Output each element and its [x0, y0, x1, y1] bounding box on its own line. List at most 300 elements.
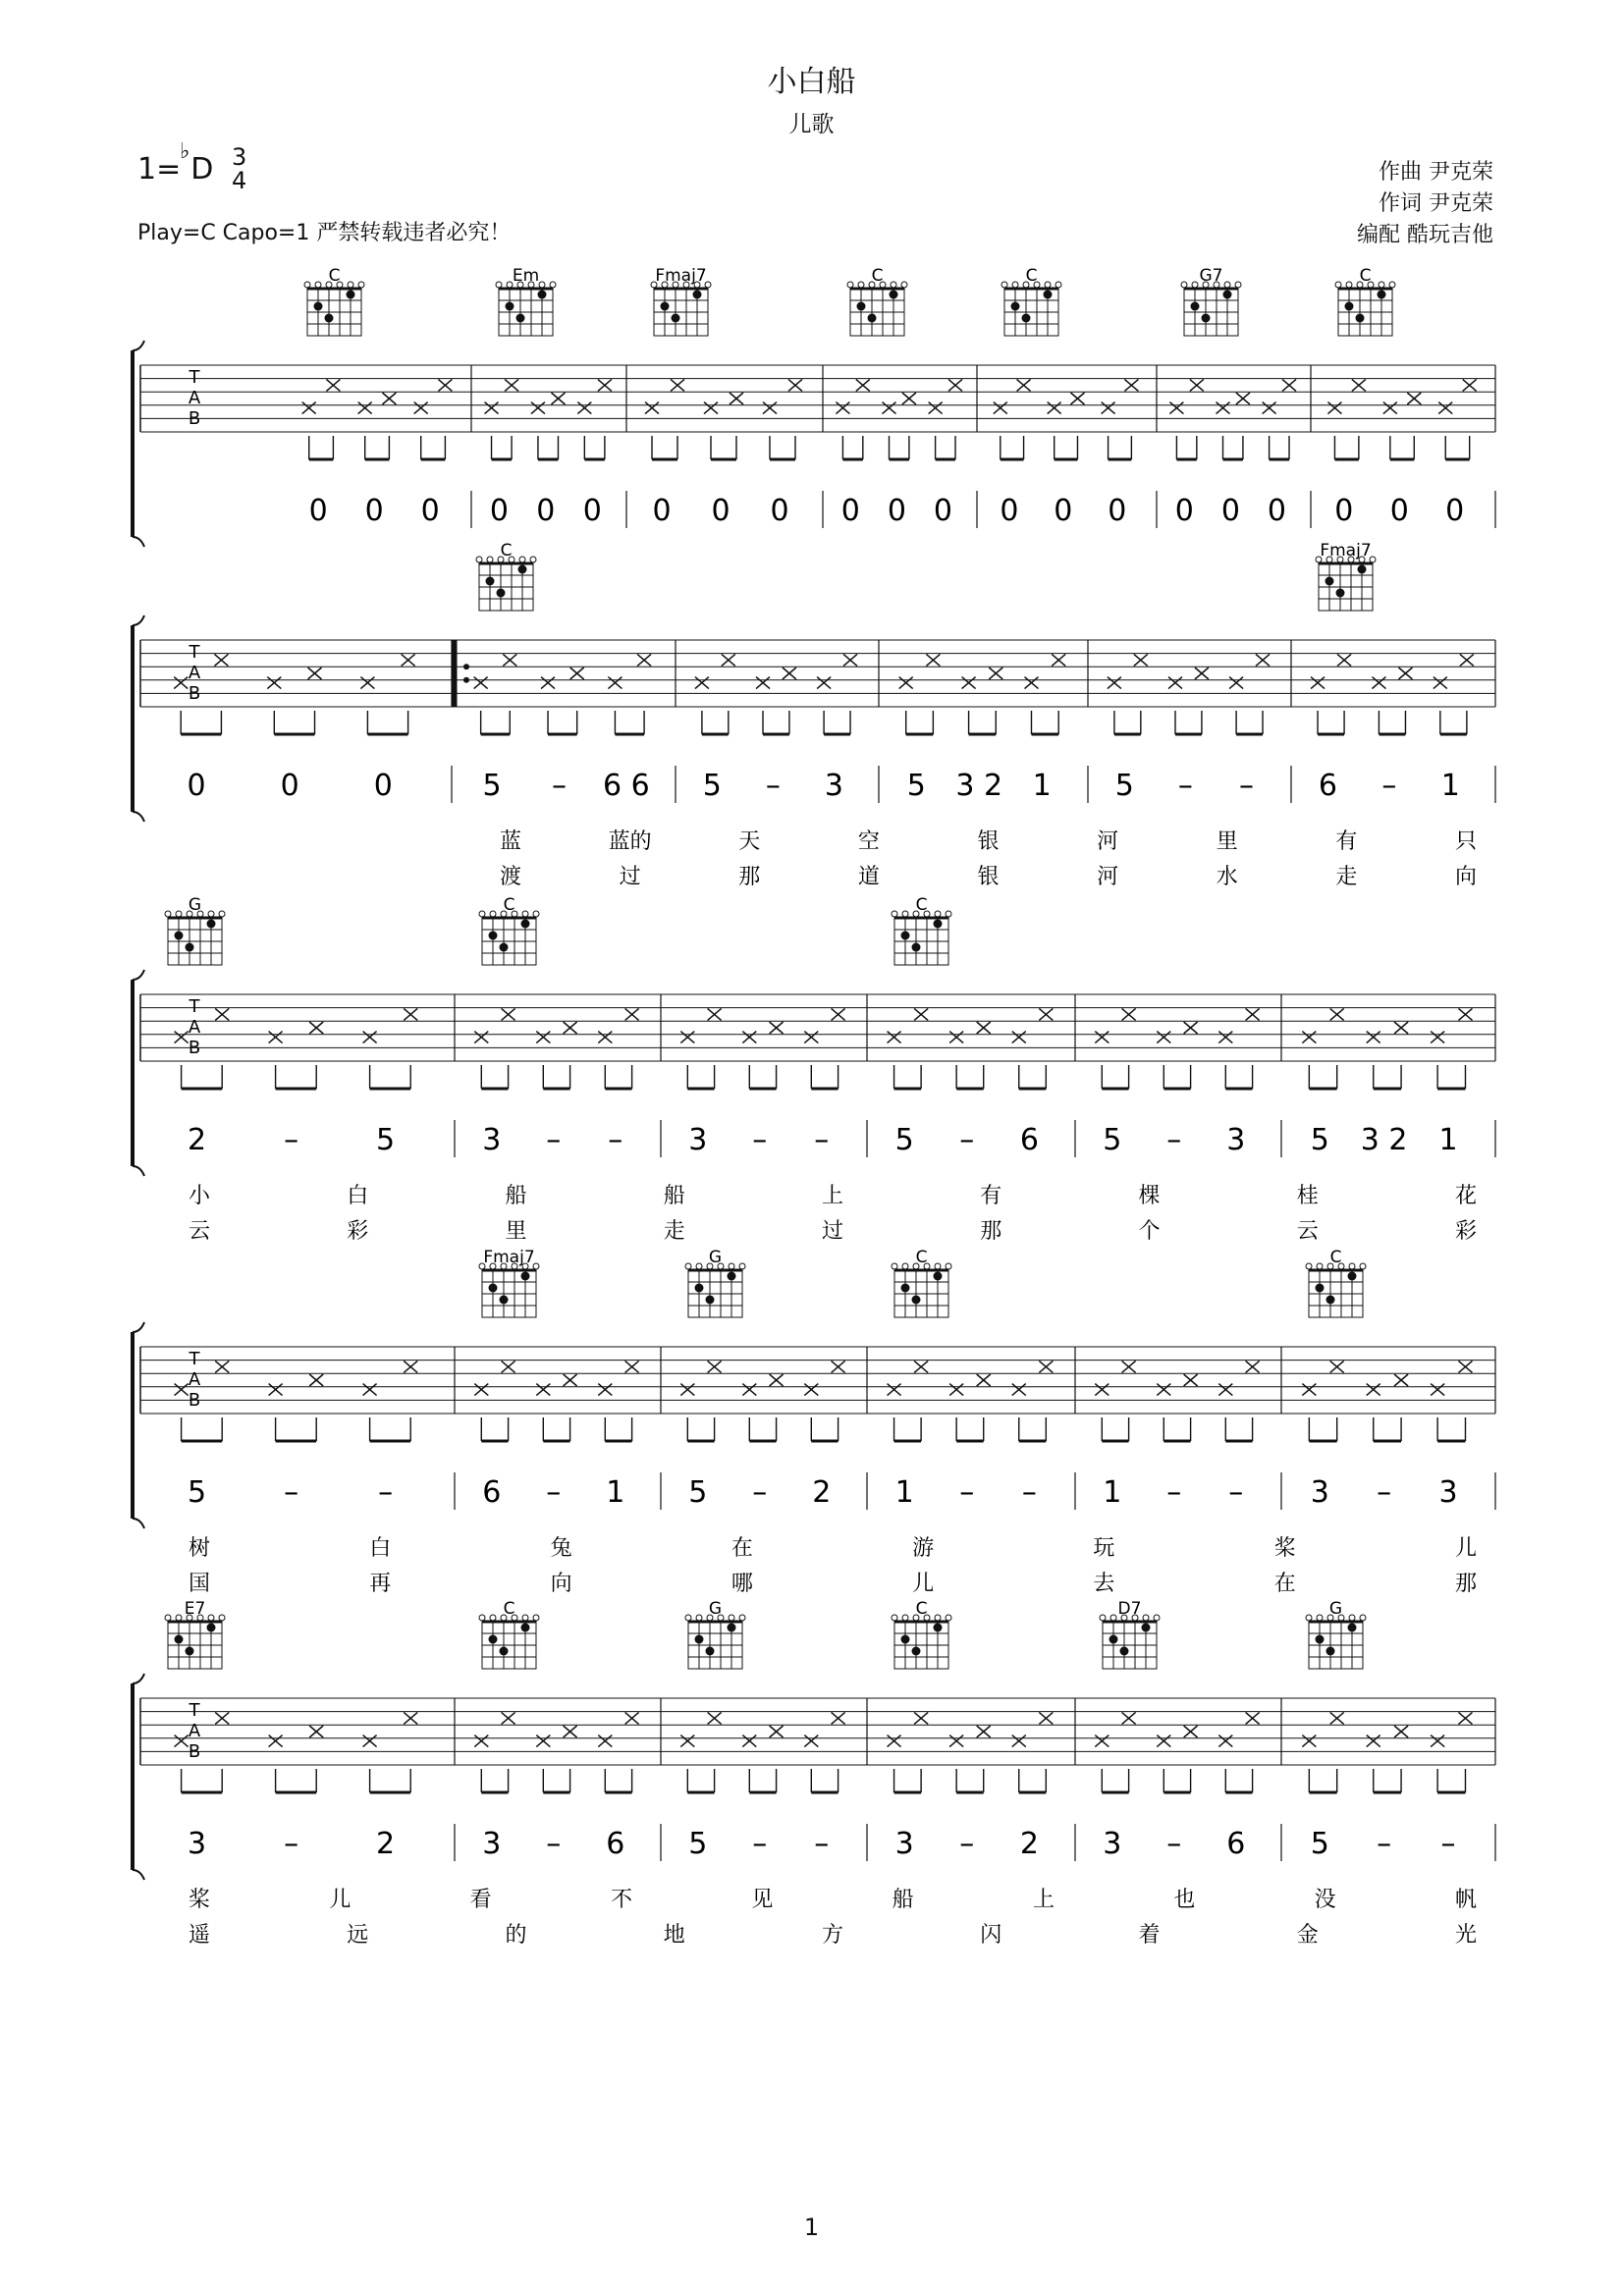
chord-open-string: [1143, 1615, 1149, 1621]
chord-finger-dot: [175, 1635, 184, 1644]
chord-name-3: C: [915, 1599, 928, 1619]
jianpu-note: –: [1377, 1475, 1392, 1510]
jianpu-note: 6: [1318, 769, 1337, 803]
jianpu-note: 0: [1220, 494, 1240, 528]
chord-finger-dot: [1316, 1635, 1325, 1644]
chord-open-string: [892, 911, 897, 917]
chord-finger-dot: [497, 589, 506, 598]
jianpu-note: 0: [887, 494, 906, 528]
chord-finger-dot: [489, 1284, 498, 1293]
jianpu-note: 0: [1174, 494, 1194, 528]
jianpu-note: 5: [1310, 1123, 1329, 1157]
jianpu-note: –: [551, 769, 567, 803]
jianpu-note: 3: [482, 1123, 502, 1157]
bracket-hook: [133, 1674, 144, 1683]
lyric-word-line1: 里: [1216, 829, 1238, 854]
jianpu-note: 0: [489, 494, 509, 528]
chord-open-string: [1389, 282, 1395, 288]
chord-open-string: [1360, 1615, 1366, 1621]
jianpu-note: 3: [1226, 1123, 1246, 1157]
chord-open-string: [1335, 282, 1341, 288]
chord-open-string: [946, 911, 951, 917]
chord-finger-dot: [1142, 1624, 1151, 1632]
chord-finger-dot: [1348, 1272, 1357, 1281]
chord-finger-dot: [521, 1272, 530, 1281]
arranger-credit: 编配 酷玩吉他: [1357, 223, 1493, 247]
chord-open-string: [490, 911, 496, 917]
jianpu-note: 6: [1226, 1827, 1246, 1861]
chord-open-string: [496, 282, 502, 288]
chord-open-string: [696, 1615, 702, 1621]
jianpu-note: 0: [187, 769, 206, 803]
lyric-word-line1: 桨: [188, 1888, 211, 1912]
chord-finger-dot: [706, 1296, 715, 1305]
lyric-word-line2: 在: [1273, 1572, 1296, 1596]
lyric-word-line1: 船: [663, 1184, 685, 1208]
chord-finger-dot: [890, 291, 898, 299]
lyric-word-line1: 有: [980, 1184, 1002, 1208]
lyric-word-line2: 方: [821, 1923, 844, 1948]
jianpu-note: 3 2: [955, 769, 1003, 803]
chord-open-string: [847, 282, 853, 288]
lyric-word-line2: 闪: [980, 1923, 1002, 1948]
chord-open-string: [685, 1263, 691, 1269]
jianpu-note: 2: [1019, 1827, 1039, 1861]
chord-open-string: [858, 282, 864, 288]
jianpu-note: 6 6: [602, 769, 650, 803]
jianpu-note: –: [1238, 769, 1254, 803]
chord-open-string: [935, 1615, 941, 1621]
jianpu-note: 1: [1032, 769, 1052, 803]
lyric-word-line2: 哪: [730, 1572, 753, 1596]
jianpu-note: 3: [1438, 1475, 1458, 1510]
chord-open-string: [519, 557, 525, 562]
lyric-word-line1: 天: [738, 829, 761, 854]
lyric-word-line1: 棵: [1138, 1184, 1161, 1208]
chord-open-string: [1192, 282, 1198, 288]
jianpu-note: –: [752, 1475, 768, 1510]
chord-name-3: C: [871, 266, 884, 286]
lyricist-credit: 作词 尹克荣: [1379, 191, 1493, 216]
chord-finger-dot: [1326, 1647, 1335, 1656]
chord-open-string: [479, 911, 485, 917]
chord-name-2: G: [708, 1599, 723, 1619]
jianpu-note: 0: [652, 494, 672, 528]
chord-name-1: C: [503, 895, 515, 915]
chord-name-2: C: [915, 895, 928, 915]
chord-open-string: [739, 1615, 745, 1621]
chord-open-string: [539, 282, 545, 288]
chord-open-string: [208, 1615, 214, 1621]
lyric-word-line1: 银: [977, 829, 1000, 854]
jianpu-note: 0: [364, 494, 384, 528]
chord-name-0: G: [188, 895, 202, 915]
chord-name-0: Fmaj7: [483, 1248, 535, 1267]
chord-finger-dot: [1348, 1624, 1357, 1632]
repeat-dot: [463, 677, 469, 683]
chord-finger-dot: [500, 1296, 509, 1305]
chord-open-string: [176, 911, 182, 917]
jianpu-note: –: [284, 1475, 299, 1510]
chord-name-2: C: [915, 1248, 928, 1267]
chord-name-4: C: [1025, 266, 1038, 286]
lyric-word-line1: 只: [1454, 829, 1478, 854]
chord-finger-dot: [934, 1272, 943, 1281]
jianpu-note: –: [284, 1827, 299, 1861]
lyric-word-line1: 船: [892, 1888, 914, 1912]
lyric-word-line1: 白: [347, 1184, 369, 1208]
lyric-word-line2: 向: [550, 1572, 572, 1596]
lyric-word-line1: 兔: [550, 1536, 572, 1561]
chord-open-string: [533, 911, 539, 917]
jianpu-note: 5: [1114, 769, 1134, 803]
jianpu-note: 1: [1440, 769, 1460, 803]
chord-open-string: [1100, 1615, 1106, 1621]
chord-open-string: [1306, 1263, 1312, 1269]
jianpu-note: 0: [1389, 494, 1409, 528]
lyric-word-line1: 树: [188, 1536, 211, 1561]
chord-open-string: [165, 1615, 171, 1621]
lyric-word-line1: 小: [188, 1184, 211, 1208]
jianpu-note: –: [959, 1827, 975, 1861]
chord-name-5: G: [1328, 1599, 1343, 1619]
chord-open-string: [1317, 1263, 1323, 1269]
chord-finger-dot: [506, 302, 514, 311]
chord-open-string: [1349, 1263, 1355, 1269]
tab-clef-letter: T: [189, 367, 200, 388]
chord-finger-dot: [901, 932, 910, 940]
lyric-word-line2: 水: [1216, 865, 1238, 889]
chord-open-string: [946, 1263, 951, 1269]
chord-finger-dot: [521, 1624, 530, 1632]
jianpu-note: 6: [1019, 1123, 1039, 1157]
lyric-word-line1: 蓝: [499, 829, 522, 854]
chord-open-string: [219, 911, 225, 917]
jianpu-note: –: [284, 1123, 299, 1157]
lyric-word-line1: 没: [1314, 1888, 1336, 1912]
lyric-word-line2: 走: [663, 1219, 685, 1244]
lyric-word-line1: 白: [369, 1536, 392, 1561]
lyric-word-line1: 蓝的: [608, 829, 652, 854]
lyric-word-line1: 游: [912, 1536, 935, 1561]
tab-clef-letter: T: [189, 1349, 200, 1369]
jianpu-note: –: [608, 1123, 623, 1157]
jianpu-note: –: [765, 769, 781, 803]
lyric-word-line2: 光: [1454, 1923, 1478, 1948]
lyric-word-line1: 船: [505, 1184, 527, 1208]
jianpu-note: 0: [373, 769, 393, 803]
chord-finger-dot: [1358, 565, 1367, 574]
chord-finger-dot: [934, 920, 943, 929]
key-label: 1=: [137, 152, 182, 187]
chord-finger-dot: [518, 565, 527, 574]
chord-finger-dot: [912, 1296, 921, 1305]
chord-open-string: [729, 1615, 734, 1621]
chord-finger-dot: [207, 920, 216, 929]
chord-name-0: C: [500, 541, 513, 561]
lyric-word-line1: 桂: [1296, 1184, 1319, 1208]
tab-clef-letter: B: [188, 1038, 201, 1058]
jianpu-note: 1: [1103, 1475, 1122, 1510]
lyric-word-line2: 国: [188, 1572, 211, 1596]
song-title: 小白船: [767, 65, 856, 99]
jianpu-note: –: [814, 1827, 830, 1861]
chord-finger-dot: [934, 1624, 943, 1632]
jianpu-note: 0: [1334, 494, 1354, 528]
chord-open-string: [1181, 282, 1187, 288]
lyric-word-line2: 彩: [1454, 1219, 1478, 1244]
chord-open-string: [739, 1263, 745, 1269]
lyric-word-line2: 那: [980, 1219, 1002, 1244]
lyric-word-line2: 着: [1138, 1923, 1161, 1948]
bracket-hook: [133, 970, 144, 980]
jianpu-note: 1: [606, 1475, 625, 1510]
jianpu-note: 5: [906, 769, 926, 803]
page-number: 1: [803, 2214, 820, 2241]
chord-finger-dot: [486, 577, 495, 586]
lyric-word-line1: 花: [1454, 1184, 1478, 1208]
jianpu-note: 0: [1054, 494, 1073, 528]
chord-open-string: [479, 1615, 485, 1621]
jianpu-note: 5: [688, 1827, 708, 1861]
chord-open-string: [1224, 282, 1230, 288]
lyric-word-line2: 去: [1093, 1572, 1115, 1596]
play-capo-note: Play=C Capo=1 严禁转载违者必究！: [137, 221, 512, 245]
jianpu-note: 0: [536, 494, 556, 528]
lyric-word-line1: 上: [821, 1184, 844, 1208]
chord-finger-dot: [489, 1635, 498, 1644]
chord-open-string: [1360, 1263, 1366, 1269]
chord-finger-dot: [1191, 302, 1200, 311]
chord-name-0: E7: [184, 1599, 206, 1619]
lyric-word-line1: 儿: [1454, 1536, 1478, 1561]
chord-finger-dot: [901, 1284, 910, 1293]
lyric-word-line1: 见: [751, 1888, 774, 1912]
lyric-word-line2: 云: [188, 1219, 211, 1244]
chord-name-2: Fmaj7: [655, 266, 707, 286]
lyric-word-line1: 也: [1173, 1888, 1196, 1912]
lyric-word-line1: 帆: [1454, 1888, 1478, 1912]
lyric-word-line1: 在: [730, 1536, 753, 1561]
jianpu-note: 0: [770, 494, 789, 528]
chord-open-string: [1317, 1615, 1323, 1621]
jianpu-note: –: [752, 1827, 768, 1861]
jianpu-note: 5: [894, 1123, 914, 1157]
time-signature-bottom: 4: [232, 167, 247, 194]
jianpu-note: –: [1381, 769, 1397, 803]
chord-finger-dot: [1325, 577, 1334, 586]
bracket-hook: [133, 1870, 144, 1880]
lyric-word-line1: 桨: [1273, 1536, 1296, 1561]
chord-open-string: [891, 282, 896, 288]
chord-name-4: D7: [1117, 1599, 1142, 1619]
jianpu-note: 5: [188, 1475, 207, 1510]
lyric-word-line2: 彩: [347, 1219, 369, 1244]
tab-clef-letter: A: [188, 1369, 201, 1390]
chord-finger-dot: [325, 314, 334, 323]
chord-open-string: [1110, 1615, 1116, 1621]
jianpu-note: 5: [482, 769, 502, 803]
chord-finger-dot: [1011, 302, 1020, 311]
key-letter: D: [190, 152, 214, 187]
jianpu-note: 5: [1310, 1827, 1329, 1861]
chord-open-string: [476, 557, 482, 562]
chord-open-string: [522, 911, 528, 917]
jianpu-note: 1: [894, 1475, 914, 1510]
lyric-word-line1: 不: [610, 1888, 633, 1912]
lyric-word-line1: 玩: [1093, 1536, 1115, 1561]
chord-finger-dot: [1316, 1284, 1325, 1293]
chord-finger-dot: [1044, 291, 1053, 299]
lyric-word-line2: 遥: [188, 1923, 211, 1948]
jianpu-note: 0: [582, 494, 602, 528]
jianpu-note: –: [1021, 1475, 1037, 1510]
tab-clef-letter: T: [189, 1700, 200, 1721]
chord-open-string: [901, 282, 907, 288]
chord-finger-dot: [728, 1272, 736, 1281]
tab-clef-letter: A: [188, 663, 201, 683]
lyric-word-line2: 过: [821, 1219, 844, 1244]
tab-clef-letter: B: [188, 1741, 201, 1762]
lyric-word-line2: 远: [347, 1923, 369, 1948]
chord-finger-dot: [521, 920, 530, 929]
chord-open-string: [176, 1615, 182, 1621]
chord-open-string: [1349, 1615, 1355, 1621]
chord-finger-dot: [1378, 291, 1386, 299]
jianpu-note: 3: [188, 1827, 207, 1861]
jianpu-note: –: [546, 1123, 562, 1157]
chord-open-string: [1346, 282, 1352, 288]
jianpu-note: –: [378, 1475, 394, 1510]
chord-finger-dot: [1223, 291, 1232, 299]
jianpu-note: –: [1166, 1475, 1182, 1510]
song-subtitle: 儿歌: [788, 112, 835, 137]
jianpu-note: –: [1177, 769, 1193, 803]
chord-finger-dot: [706, 1647, 715, 1656]
chord-finger-dot: [538, 291, 547, 299]
lyric-word-line2: 那: [1454, 1572, 1478, 1596]
chord-open-string: [219, 1615, 225, 1621]
jianpu-note: 3 2: [1360, 1123, 1408, 1157]
chord-open-string: [729, 1263, 734, 1269]
time-signature-top: 3: [232, 143, 247, 171]
tab-clef-letter: B: [188, 1390, 201, 1411]
chord-open-string: [1001, 282, 1007, 288]
jianpu-note: 2: [812, 1475, 832, 1510]
tab-clef-letter: T: [189, 642, 200, 663]
lyric-word-line1: 看: [469, 1888, 492, 1912]
chord-name-1: Em: [512, 266, 540, 286]
lyric-word-line2: 个: [1138, 1219, 1161, 1244]
chord-open-string: [315, 282, 321, 288]
chord-open-string: [892, 1615, 897, 1621]
lyric-word-line2: 过: [619, 865, 641, 889]
lyric-word-line2: 河: [1097, 865, 1119, 889]
chord-open-string: [902, 911, 908, 917]
jianpu-note: 3: [688, 1123, 708, 1157]
bracket-hook: [133, 341, 144, 350]
jianpu-note: 6: [606, 1827, 625, 1861]
jianpu-note: 6: [482, 1475, 502, 1510]
chord-name-5: G7: [1199, 266, 1223, 286]
chord-finger-dot: [912, 943, 921, 952]
jianpu-note: 3: [1103, 1827, 1122, 1861]
jianpu-note: 5: [702, 769, 722, 803]
chord-finger-dot: [489, 932, 498, 940]
lyric-word-line2: 向: [1454, 865, 1478, 889]
jianpu-note: 0: [1000, 494, 1019, 528]
chord-finger-dot: [868, 314, 877, 323]
chord-name-1: C: [503, 1599, 515, 1619]
jianpu-note: 0: [711, 494, 730, 528]
chord-finger-dot: [516, 314, 525, 323]
repeat-dot: [463, 664, 469, 669]
bracket-hook: [133, 1519, 144, 1528]
composer-credit: 作曲 尹克荣: [1379, 160, 1493, 185]
chord-open-string: [165, 911, 171, 917]
lyric-word-line2: 走: [1335, 865, 1358, 889]
jianpu-note: 5: [688, 1475, 708, 1510]
lyric-word-line1: 河: [1097, 829, 1119, 854]
chord-finger-dot: [661, 302, 670, 311]
chord-open-string: [304, 282, 310, 288]
chord-open-string: [550, 282, 556, 288]
bracket-hook: [133, 1322, 144, 1332]
chord-finger-dot: [347, 291, 355, 299]
chord-open-string: [530, 557, 536, 562]
jianpu-note: 0: [933, 494, 953, 528]
tab-clef-letter: A: [188, 388, 201, 408]
lyric-word-line2: 那: [738, 865, 761, 889]
jianpu-note: –: [546, 1827, 562, 1861]
chord-open-string: [208, 911, 214, 917]
jianpu-note: –: [1228, 1475, 1244, 1510]
jianpu-note: 2: [376, 1827, 396, 1861]
jianpu-note: –: [959, 1123, 975, 1157]
chord-name-0: C: [328, 266, 341, 286]
jianpu-note: –: [546, 1475, 562, 1510]
lyric-word-line2: 银: [977, 865, 1000, 889]
jianpu-note: –: [959, 1475, 975, 1510]
chord-open-string: [1154, 1615, 1160, 1621]
tab-clef-letter: A: [188, 1721, 201, 1741]
chord-finger-dot: [672, 314, 680, 323]
chord-open-string: [935, 911, 941, 917]
jianpu-note: 5: [1103, 1123, 1122, 1157]
jianpu-note: 0: [280, 769, 299, 803]
chord-finger-dot: [1109, 1635, 1118, 1644]
lyric-word-line2: 地: [663, 1923, 685, 1948]
chord-finger-dot: [175, 932, 184, 940]
jianpu-note: –: [752, 1123, 768, 1157]
chord-finger-dot: [314, 302, 323, 311]
chord-open-string: [696, 1263, 702, 1269]
chord-finger-dot: [901, 1635, 910, 1644]
chord-finger-dot: [500, 1647, 509, 1656]
jianpu-note: 1: [1438, 1123, 1458, 1157]
chord-name-1: Fmaj7: [1320, 541, 1372, 561]
chord-finger-dot: [1336, 589, 1345, 598]
flat-sign: ♭: [180, 139, 190, 164]
jianpu-note: 5: [376, 1123, 396, 1157]
jianpu-note: 0: [308, 494, 328, 528]
chord-name-1: G: [708, 1248, 723, 1267]
chord-name-6: C: [1359, 266, 1372, 286]
lyric-word-line1: 有: [1335, 829, 1358, 854]
chord-open-string: [1045, 282, 1051, 288]
lyric-word-line1: 儿: [329, 1888, 352, 1912]
jianpu-note: 3: [482, 1827, 502, 1861]
